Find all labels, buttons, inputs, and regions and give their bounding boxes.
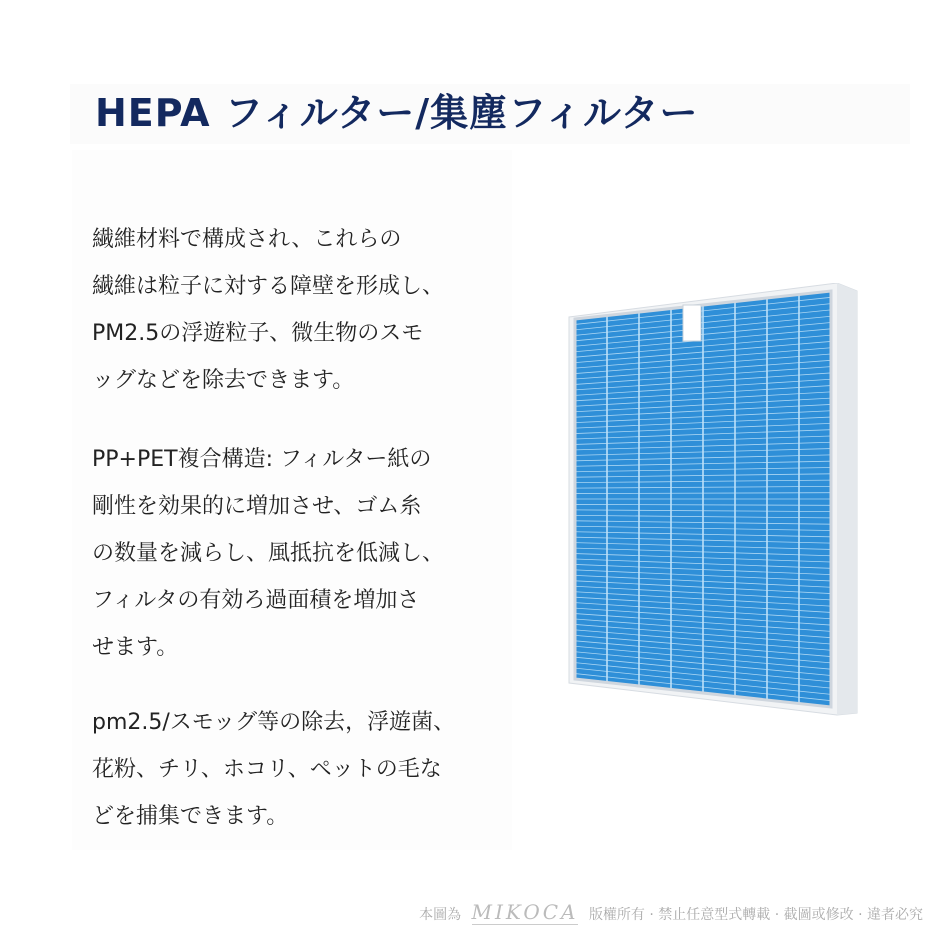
paragraph-removal: [92, 699, 512, 840]
paragraph-fiber: [92, 216, 512, 404]
paragraph-line: PP+PET複合構造: フィルター紙の: [92, 447, 432, 472]
copyright-watermark: [419, 900, 923, 924]
paragraph-structure: [92, 436, 512, 671]
paragraph-line: 繊維は粒子に対する障壁を形成し、: [92, 274, 445, 299]
watermark-brand-logo: MIKOCA: [471, 900, 579, 924]
paragraph-line: ッグなどを除去できます。: [92, 368, 355, 393]
paragraph-line: フィルタの有効ろ過面積を増加さ: [92, 588, 420, 613]
watermark-suffix: 版權所有 · 禁止任意型式轉載 · 截圖或修改 · 違者必究: [588, 907, 923, 923]
paragraph-line: PM2.5の浮遊粒子、微生物のスモ: [92, 321, 424, 346]
paragraph-line: どを捕集できます。: [92, 804, 289, 829]
hepa-filter-icon: [565, 283, 858, 721]
watermark-prefix: 本圖為: [419, 907, 462, 923]
paragraph-line: 繊維材料で構成され、これらの: [92, 227, 402, 252]
paragraph-line: の数量を減らし、風抵抗を低減し、: [92, 541, 445, 566]
paragraph-line: 花粉、チリ、ホコリ、ペットの毛な: [92, 757, 442, 782]
paragraph-line: 剛性を効果的に増加させ、ゴム糸: [92, 494, 422, 519]
paragraph-line: pm2.5/スモッグ等の除去，浮遊菌、: [92, 710, 456, 735]
hepa-filter-image: [565, 283, 858, 721]
paragraph-line: せます。: [92, 635, 179, 660]
page-title: HEPA フィルター/集塵フィルター: [95, 91, 699, 135]
